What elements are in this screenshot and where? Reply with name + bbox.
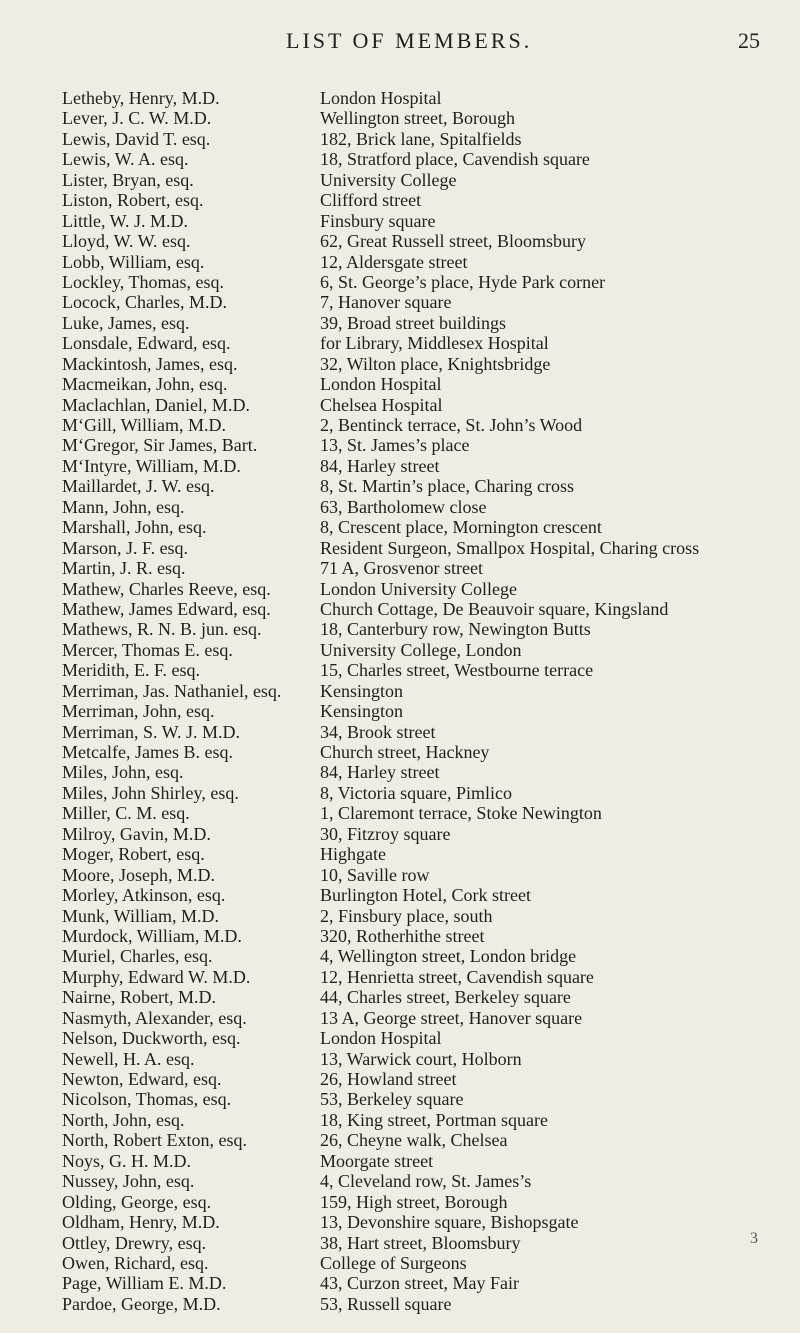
member-name: Nairne, Robert, M.D. — [62, 987, 216, 1008]
member-row — [62, 987, 782, 1007]
member-row — [62, 1171, 782, 1191]
member-row — [62, 517, 782, 537]
member-address: London Hospital — [320, 1028, 442, 1049]
member-address: 6, St. George’s place, Hyde Park corner — [320, 271, 606, 292]
member-name: Olding, George, esq. — [62, 1191, 212, 1212]
member-name: Lewis, W. A. esq. — [62, 149, 189, 170]
member-address: 84, Harley street — [320, 455, 440, 476]
member-address: Resident Surgeon, Smallpox Hospital, Charing cross — [320, 537, 700, 558]
member-row — [62, 926, 782, 946]
member-row — [62, 783, 782, 803]
member-name: Nasmyth, Alexander, esq. — [62, 1007, 247, 1028]
member-address: 18, King street, Portman square — [320, 1109, 548, 1130]
member-name: Lobb, William, esq. — [62, 251, 205, 272]
member-row — [62, 190, 782, 210]
member-name: Little, W. J. M.D. — [62, 210, 189, 231]
member-row — [62, 211, 782, 231]
member-row — [62, 272, 782, 292]
member-row — [62, 701, 782, 721]
member-name: Newton, Edward, esq. — [62, 1069, 222, 1089]
member-row — [62, 129, 782, 149]
member-address: Clifford street — [320, 190, 422, 211]
page-number: 25 — [738, 28, 760, 53]
member-address: 30, Fitzroy square — [320, 823, 451, 844]
member-row — [62, 1028, 782, 1048]
member-row — [62, 579, 782, 599]
member-name: Lewis, David T. esq. — [62, 128, 211, 149]
member-name: Mathew, Charles Reeve, esq. — [62, 578, 271, 599]
member-address: Burlington Hotel, Cork street — [320, 885, 531, 906]
member-address: 12, Henrietta street, Cavendish square — [320, 966, 594, 987]
member-name: Maclachlan, Daniel, M.D. — [62, 394, 250, 415]
member-address: 53, Berkeley square — [320, 1089, 464, 1110]
member-name: Moger, Robert, esq. — [62, 844, 205, 865]
member-address: 8, St. Martin’s place, Charing cross — [320, 476, 574, 497]
member-address: London Hospital — [320, 374, 442, 395]
member-row — [62, 946, 782, 966]
member-row — [62, 333, 782, 353]
member-name: Page, William E. M.D. — [62, 1273, 227, 1294]
member-name: Noys, G. H. M.D. — [62, 1150, 192, 1171]
member-row — [62, 599, 782, 619]
member-name: Muriel, Charles, esq. — [62, 946, 213, 967]
member-address: Kensington — [320, 701, 403, 722]
member-address: 62, Great Russell street, Bloomsbury — [320, 231, 586, 252]
member-row — [62, 1233, 782, 1253]
member-name: M‘Gregor, Sir James, Bart. — [62, 435, 258, 456]
member-name: Nelson, Duckworth, esq. — [62, 1028, 241, 1049]
member-name: Marshall, John, esq. — [62, 517, 207, 538]
member-address: 18, Stratford place, Cavendish square — [320, 149, 590, 170]
member-address: 8, Victoria square, Pimlico — [320, 782, 513, 803]
member-row — [62, 456, 782, 476]
member-row — [62, 252, 782, 272]
member-address: 26, Howland street — [320, 1069, 457, 1089]
member-address: 26, Cheyne walk, Chelsea — [320, 1130, 508, 1151]
member-address: Church Cottage, De Beauvoir square, Kingsland — [320, 598, 669, 619]
member-address: 4, Cleveland row, St. James’s — [320, 1171, 532, 1192]
member-name: Lockley, Thomas, esq. — [62, 271, 224, 292]
member-row — [62, 1130, 782, 1150]
member-address: 84, Harley street — [320, 762, 440, 783]
member-address: 44, Charles street, Berkeley square — [320, 987, 571, 1008]
member-name: Letheby, Henry, M.D. — [62, 88, 220, 108]
member-list — [62, 88, 782, 1314]
member-row — [62, 1069, 782, 1089]
member-address: 13, Devonshire square, Bishopsgate — [320, 1212, 579, 1233]
member-row — [62, 476, 782, 496]
member-row — [62, 1192, 782, 1212]
member-address: Moorgate street — [320, 1150, 434, 1171]
member-name: Lever, J. C. W. M.D. — [62, 108, 212, 129]
signature-mark: 3 — [750, 1230, 758, 1247]
member-row — [62, 1049, 782, 1069]
member-name: Owen, Richard, esq. — [62, 1252, 209, 1273]
member-row — [62, 435, 782, 455]
page-header — [0, 28, 800, 60]
member-address: Chelsea Hospital — [320, 394, 443, 415]
member-address: University College — [320, 169, 457, 190]
member-name: Milroy, Gavin, M.D. — [62, 823, 211, 844]
member-row — [62, 149, 782, 169]
member-name: Meridith, E. F. esq. — [62, 660, 201, 681]
member-name: Mathew, James Edward, esq. — [62, 598, 271, 619]
member-name: Miles, John, esq. — [62, 762, 184, 783]
member-row — [62, 1151, 782, 1171]
member-name: Maillardet, J. W. esq. — [62, 476, 215, 497]
member-row — [62, 292, 782, 312]
member-row — [62, 619, 782, 639]
member-address: 1, Claremont terrace, Stoke Newington — [320, 803, 602, 824]
member-row — [62, 1008, 782, 1028]
member-row — [62, 354, 782, 374]
member-name: Lloyd, W. W. esq. — [62, 231, 191, 252]
member-name: Oldham, Henry, M.D. — [62, 1212, 220, 1233]
member-name: Pardoe, George, M.D. — [62, 1293, 221, 1314]
member-address: for Library, Middlesex Hospital — [320, 333, 549, 354]
member-address: 13 A, George street, Hanover square — [320, 1007, 583, 1028]
member-row — [62, 803, 782, 823]
member-address: Wellington street, Borough — [320, 108, 516, 129]
member-row — [62, 231, 782, 251]
member-row — [62, 844, 782, 864]
member-address: 15, Charles street, Westbourne terrace — [320, 660, 594, 681]
member-name: Newell, H. A. esq. — [62, 1048, 195, 1069]
member-name: Ottley, Drewry, esq. — [62, 1232, 207, 1253]
member-row — [62, 1294, 782, 1314]
member-address: 12, Aldersgate street — [320, 251, 468, 272]
member-name: Morley, Atkinson, esq. — [62, 885, 226, 906]
member-name: Murdock, William, M.D. — [62, 925, 242, 946]
page-title: LIST OF MEMBERS. — [286, 28, 533, 53]
member-row — [62, 395, 782, 415]
member-name: Marson, J. F. esq. — [62, 537, 189, 558]
member-address: London Hospital — [320, 88, 442, 108]
member-address: 43, Curzon street, May Fair — [320, 1273, 519, 1294]
member-name: Miller, C. M. esq. — [62, 803, 190, 824]
member-row — [62, 558, 782, 578]
member-name: Nussey, John, esq. — [62, 1171, 195, 1192]
member-row — [62, 640, 782, 660]
member-row — [62, 170, 782, 190]
member-name: Liston, Robert, esq. — [62, 190, 204, 211]
member-name: Mackintosh, James, esq. — [62, 353, 238, 374]
member-name: Mathews, R. N. B. jun. esq. — [62, 619, 262, 640]
member-row — [62, 538, 782, 558]
member-row — [62, 313, 782, 333]
member-address: 63, Bartholomew close — [320, 496, 487, 517]
member-name: M‘Intyre, William, M.D. — [62, 455, 241, 476]
member-name: Murphy, Edward W. M.D. — [62, 966, 251, 987]
member-row — [62, 1273, 782, 1293]
member-address: 53, Russell square — [320, 1293, 452, 1314]
member-name: Lonsdale, Edward, esq. — [62, 333, 231, 354]
member-name: M‘Gill, William, M.D. — [62, 415, 226, 435]
member-name: Merriman, Jas. Nathaniel, esq. — [62, 680, 282, 701]
member-address: Kensington — [320, 680, 403, 701]
member-row — [62, 742, 782, 762]
member-address: 18, Canterbury row, Newington Butts — [320, 619, 591, 640]
member-row — [62, 967, 782, 987]
member-row — [62, 865, 782, 885]
member-name: North, Robert Exton, esq. — [62, 1130, 247, 1151]
member-address: 10, Saville row — [320, 864, 430, 885]
member-name: Mercer, Thomas E. esq. — [62, 639, 233, 660]
member-address: 4, Wellington street, London bridge — [320, 946, 577, 967]
member-row — [62, 1253, 782, 1273]
member-address: 2, Finsbury place, south — [320, 905, 493, 926]
member-name: Metcalfe, James B. esq. — [62, 742, 233, 762]
member-name: Merriman, John, esq. — [62, 701, 215, 722]
member-address: 13, St. James’s place — [320, 435, 470, 456]
member-row — [62, 824, 782, 844]
member-row — [62, 108, 782, 128]
member-address: 2, Bentinck terrace, St. John’s Wood — [320, 415, 583, 435]
member-address: 38, Hart street, Bloomsbury — [320, 1232, 521, 1253]
member-name: Merriman, S. W. J. M.D. — [62, 721, 241, 742]
member-name: Miles, John Shirley, esq. — [62, 782, 239, 803]
member-name: North, John, esq. — [62, 1109, 185, 1130]
member-address: 71 A, Grosvenor street — [320, 558, 483, 579]
member-address: 13, Warwick court, Holborn — [320, 1048, 522, 1069]
member-row — [62, 722, 782, 742]
member-name: Luke, James, esq. — [62, 312, 190, 333]
member-address: College of Surgeons — [320, 1252, 467, 1273]
member-row — [62, 88, 782, 108]
member-row — [62, 885, 782, 905]
member-address: Finsbury square — [320, 210, 436, 231]
member-row — [62, 1089, 782, 1109]
member-name: Moore, Joseph, M.D. — [62, 864, 215, 885]
member-row — [62, 497, 782, 517]
member-address: Highgate — [320, 844, 386, 865]
member-address: 34, Brook street — [320, 721, 436, 742]
member-address: 32, Wilton place, Knightsbridge — [320, 353, 551, 374]
member-name: Locock, Charles, M.D. — [62, 292, 227, 313]
member-row — [62, 374, 782, 394]
member-address: University College, London — [320, 639, 522, 660]
member-address: 320, Rotherhithe street — [320, 925, 485, 946]
member-row — [62, 1110, 782, 1130]
member-row — [62, 660, 782, 680]
member-address: 159, High street, Borough — [320, 1191, 508, 1212]
member-name: Munk, William, M.D. — [62, 905, 219, 926]
member-row — [62, 762, 782, 782]
member-address: Church street, Hackney — [320, 742, 490, 762]
member-name: Martin, J. R. esq. — [62, 558, 186, 579]
member-address: 8, Crescent place, Mornington crescent — [320, 517, 602, 538]
member-row — [62, 415, 782, 435]
member-name: Lister, Bryan, esq. — [62, 169, 194, 190]
member-name: Macmeikan, John, esq. — [62, 374, 228, 395]
member-row — [62, 1212, 782, 1232]
member-name: Nicolson, Thomas, esq. — [62, 1089, 232, 1110]
member-address: 7, Hanover square — [320, 292, 452, 313]
member-name: Mann, John, esq. — [62, 496, 185, 517]
member-row — [62, 681, 782, 701]
member-address: 182, Brick lane, Spitalfields — [320, 128, 522, 149]
member-row — [62, 906, 782, 926]
member-address: London University College — [320, 578, 517, 599]
member-address: 39, Broad street buildings — [320, 312, 506, 333]
